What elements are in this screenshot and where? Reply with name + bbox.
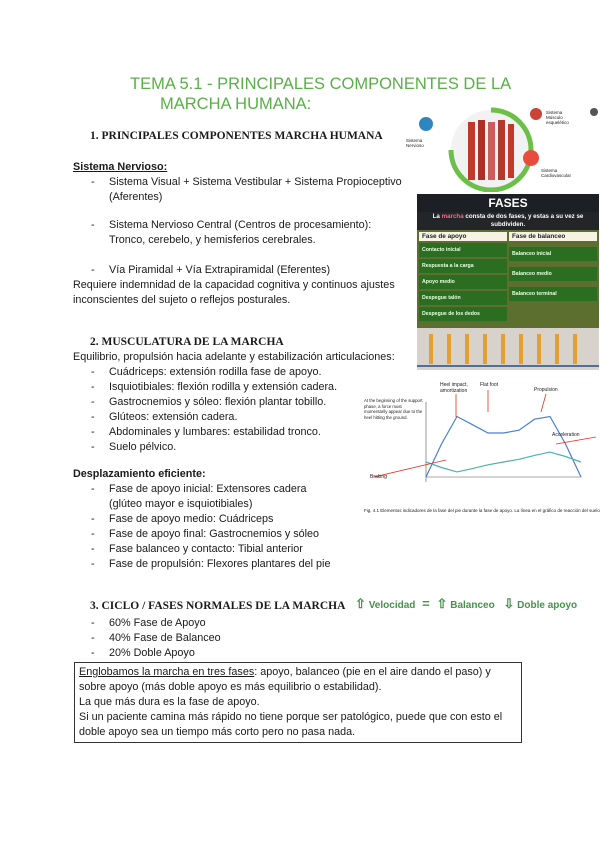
summary-line-2: La que más dura es la fase de apoyo. bbox=[79, 696, 260, 708]
annot-side: At the beginning of the support phase, a force must momentarily appear due to the heel hitting the ground. bbox=[364, 398, 423, 420]
annot-heel: Heel impact, amortization bbox=[440, 382, 468, 394]
force-chart bbox=[356, 382, 600, 522]
fase-apoyo-item: Respuesta a la carga bbox=[419, 259, 507, 273]
list-item: - Suelo pélvico. bbox=[91, 440, 408, 455]
fase-apoyo-item: Despegue talón bbox=[419, 291, 507, 305]
propulsion-arrow bbox=[541, 394, 546, 412]
annot-propulsion: Propulsion bbox=[534, 387, 558, 393]
sistema-nervioso-list bbox=[91, 175, 408, 278]
ciclo-list bbox=[91, 616, 221, 661]
list-item: - 20% Doble Apoyo bbox=[91, 646, 221, 661]
systems-infographic bbox=[406, 104, 600, 192]
gait-cycle-strip bbox=[417, 328, 599, 370]
list-item: - Fase de apoyo final: Gastrocnemios y sóleo bbox=[91, 527, 331, 542]
fase-apoyo-item: Contacto inicial bbox=[419, 243, 507, 257]
walking-figures-icon bbox=[417, 328, 599, 370]
summary-rest: : apoyo, balanceo (pie en el aire dando el paso) y sobre apoyo (más doble apoyo es más equilibrio o estabilidad). bbox=[79, 666, 491, 693]
list-item: - Sistema Nervioso Central (Centros de procesamiento): Tronco, cerebelo, y hemisferios cerebrales. bbox=[91, 218, 408, 248]
section-1-paragraph: Requiere indemnidad de la capacidad cognitiva y continuos ajustes inconscientes del sujeto o reflejos posturales. bbox=[73, 279, 395, 306]
list-item: - Fase de apoyo inicial: Extensores cadera (glúteo mayor e isquiotibiales) bbox=[91, 482, 331, 512]
list-item: - Abdominales y lumbares: estabilidad tronco. bbox=[91, 425, 408, 440]
phases-columns bbox=[417, 230, 599, 323]
arrow-up-icon: ⇧ bbox=[436, 596, 448, 611]
summary-line-3: Si un paciente camina más rápido no tiene porque ser patológico, puede que con esto el doble apoyo sea un tiempo más corto pero no pasa nada. bbox=[79, 711, 503, 738]
title-line-1: TEMA 5.1 - PRINCIPALES COMPONENTES DE LA bbox=[130, 75, 512, 93]
legend-doble: Doble apoyo bbox=[517, 600, 578, 611]
brain-icon bbox=[419, 117, 433, 131]
summary-lead: Englobamos la marcha en tres fases bbox=[79, 666, 255, 678]
section-2-intro: Equilibrio, propulsión hacia adelante y estabilización articulaciones: bbox=[73, 351, 395, 363]
phases-image bbox=[417, 194, 599, 349]
section-1-heading: 1. PRINCIPALES COMPONENTES MARCHA HUMANA bbox=[90, 130, 383, 142]
fase-apoyo-item: Apoyo medio bbox=[419, 275, 507, 289]
list-item: - Sistema Visual + Sistema Vestibular + Sistema Propioceptivo (Aferentes) bbox=[91, 175, 408, 205]
list-item: - Fase de apoyo medio: Cuádriceps bbox=[91, 512, 331, 527]
desplazamiento-list bbox=[91, 482, 331, 572]
label-musculo: Sistema Músculo esquelético bbox=[546, 110, 569, 125]
list-item: - Vía Piramidal + Vía Extrapiramidal (Eferentes) bbox=[91, 263, 408, 278]
section-3-heading: 3. CICLO / FASES NORMALES DE LA MARCHA bbox=[90, 600, 346, 612]
speed-legend bbox=[355, 596, 577, 612]
phases-title: FASES bbox=[417, 194, 599, 212]
fase-balanceo-item: Balanceo inicial bbox=[509, 247, 597, 261]
muscle-icon bbox=[530, 108, 542, 120]
sistema-nervioso-subheading: Sistema Nervioso: bbox=[73, 161, 168, 173]
phases-subtitle-post: consta de dos fases, y estas a su vez se subdividen. bbox=[465, 213, 584, 228]
section-2-heading: 2. MUSCULATURA DE LA MARCHA bbox=[90, 336, 284, 348]
list-item: - Fase de propulsión: Flexores plantares del pie bbox=[91, 557, 369, 572]
phases-subtitle-pre: La bbox=[432, 213, 440, 220]
label-cardio: Sistema Cardiovascular bbox=[541, 168, 572, 178]
annot-flat: Flat foot bbox=[480, 382, 499, 388]
list-item: - 40% Fase de Balanceo bbox=[91, 631, 221, 646]
ap-force-line bbox=[426, 452, 581, 472]
annot-braking: Braking bbox=[370, 474, 387, 480]
legend-velocidad: Velocidad bbox=[368, 600, 416, 611]
fase-balanceo-title: Fase de balanceo bbox=[509, 232, 597, 241]
phases-subtitle-em: marcha bbox=[441, 213, 464, 220]
list-item: - Cuádriceps: extensión rodilla fase de apoyo. bbox=[91, 365, 408, 380]
label-nervioso: Sistema Nervioso bbox=[406, 138, 424, 148]
equals-icon: = bbox=[422, 596, 430, 611]
list-item: - Glúteos: extensión cadera. bbox=[91, 410, 408, 425]
title-line-2: MARCHA HUMANA: bbox=[160, 95, 312, 113]
arrow-up-icon: ⇧ bbox=[355, 596, 366, 611]
section-1-body bbox=[73, 160, 408, 308]
vertical-force-line bbox=[426, 417, 581, 478]
heart-icon bbox=[523, 150, 539, 166]
arrow-down-icon: ⇩ bbox=[503, 596, 515, 611]
list-item: - Gastrocnemios y sóleo: flexión plantar tobillo. bbox=[91, 395, 408, 410]
fase-apoyo-title: Fase de apoyo bbox=[419, 232, 507, 241]
summary-line-1 bbox=[79, 665, 517, 695]
list-item: - Fase balanceo y contacto: Tibial anterior bbox=[91, 542, 331, 557]
fase-balanceo-item: Balanceo medio bbox=[509, 267, 597, 281]
chart-caption: Fig. 4.1 Elementos indicadores de la fase del pie durante la fase de apoyo. La línea en el gráfico de reacción del suelo bbox=[364, 508, 600, 513]
list-item: - Isquiotibiales: flexión rodilla y extensión cadera. bbox=[91, 380, 408, 395]
fase-balanceo-item: Balanceo terminal bbox=[509, 287, 597, 301]
fase-balanceo-column bbox=[509, 232, 597, 321]
phases-subtitle bbox=[417, 212, 599, 230]
desplazamiento-subheading: Desplazamiento eficiente: bbox=[73, 468, 206, 480]
fase-apoyo-column bbox=[419, 232, 507, 321]
legend-balanceo: Balanceo bbox=[450, 600, 495, 611]
fase-apoyo-item: Despegue de los dedos bbox=[419, 307, 507, 321]
walking-icon bbox=[590, 108, 598, 116]
summary-box bbox=[74, 662, 522, 743]
annot-acceleration: Acceleration bbox=[552, 432, 580, 438]
section-3-body bbox=[91, 616, 221, 661]
list-item: - 60% Fase de Apoyo bbox=[91, 616, 221, 631]
